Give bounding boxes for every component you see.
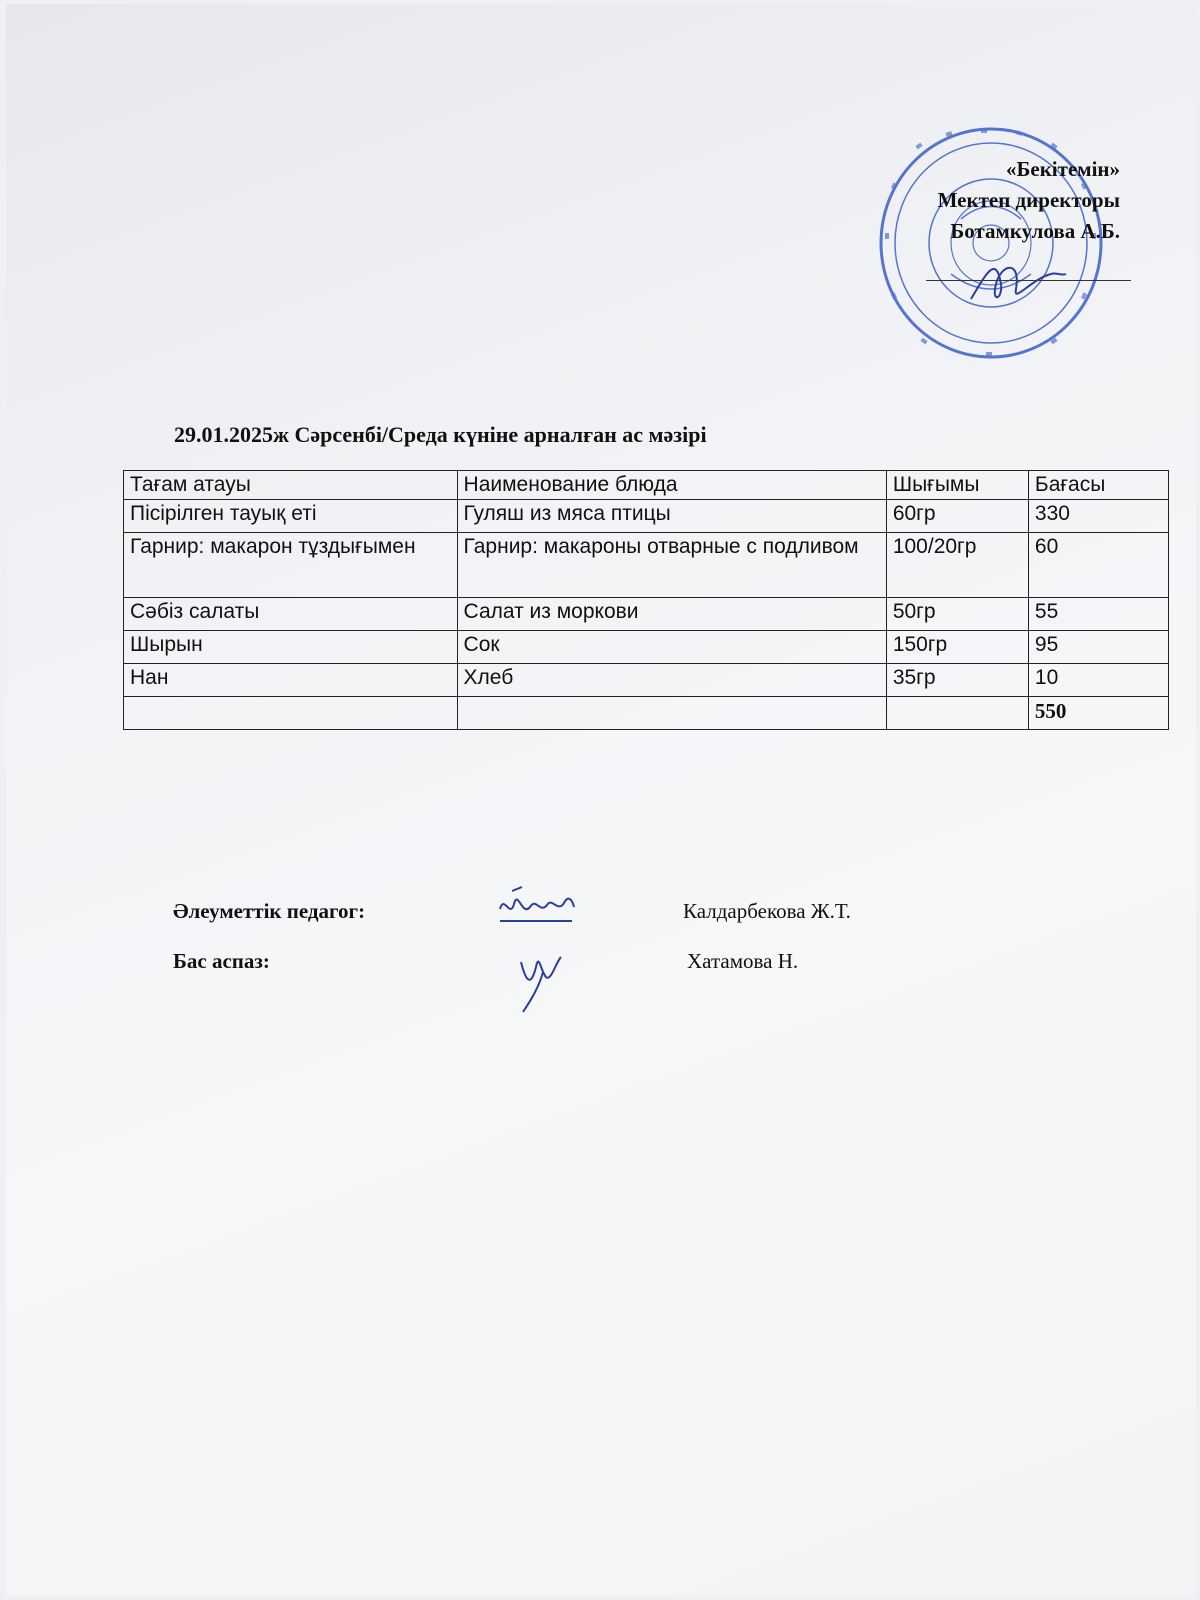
dish-yield: 35гр <box>886 664 1028 697</box>
approval-block <box>938 154 1120 247</box>
dish-price: 10 <box>1028 664 1168 697</box>
empty-cell <box>886 697 1028 730</box>
header-yield: Шығымы <box>886 471 1028 500</box>
table-row <box>124 533 1169 598</box>
dish-kz: Сәбіз салаты <box>124 598 458 631</box>
table-row <box>124 598 1169 631</box>
dish-yield: 100/20гр <box>886 533 1028 598</box>
dish-kz: Гарнир: макарон тұздығымен <box>124 533 458 598</box>
pedagog-name: Калдарбекова Ж.Т. <box>683 899 851 923</box>
dish-price: 95 <box>1028 631 1168 664</box>
chef-role: Бас аспаз: <box>173 949 270 973</box>
dish-kz: Нан <box>124 664 458 697</box>
menu-title: 29.01.2025ж Сәрсенбі/Среда күніне арналған ас мәзірі <box>174 422 707 447</box>
pedagog-signature <box>492 879 587 929</box>
table-row <box>124 631 1169 664</box>
table-header-row <box>124 471 1169 500</box>
chef-signature <box>511 942 571 1017</box>
dish-price: 60 <box>1028 533 1168 598</box>
dish-ru: Гарнир: макароны отварные с подливом <box>457 533 886 598</box>
header-ru-name: Наименование блюда <box>457 471 886 500</box>
dish-price: 55 <box>1028 598 1168 631</box>
director-signature <box>961 244 1071 314</box>
chef-name: Хатамова Н. <box>687 949 799 973</box>
dish-yield: 50гр <box>886 598 1028 631</box>
dish-ru: Салат из моркови <box>457 598 886 631</box>
total-row <box>124 697 1169 730</box>
approval-person: Ботамкулова А.Б. <box>950 219 1120 243</box>
pedagog-role: Әлеуметтік педагог: <box>173 899 366 923</box>
dish-kz: Шырын <box>124 631 458 664</box>
header-kz-name: Тағам атауы <box>124 471 458 500</box>
approval-heading: «Бекітемін» <box>1005 157 1120 181</box>
table-row <box>124 664 1169 697</box>
empty-cell <box>457 697 886 730</box>
dish-yield: 60гр <box>886 500 1028 533</box>
dish-ru: Сок <box>457 631 886 664</box>
dish-ru: Хлеб <box>457 664 886 697</box>
menu-table <box>123 470 1169 730</box>
empty-cell <box>124 697 458 730</box>
header-price: Бағасы <box>1028 471 1168 500</box>
approval-position: Мектеп директоры <box>937 188 1120 212</box>
dish-kz: Пісірілген тауық еті <box>124 500 458 533</box>
dish-ru: Гуляш из мяса птицы <box>457 500 886 533</box>
table-row <box>124 500 1169 533</box>
total-price: 550 <box>1028 697 1168 730</box>
dish-price: 330 <box>1028 500 1168 533</box>
document-page <box>6 4 1196 1596</box>
dish-yield: 150гр <box>886 631 1028 664</box>
